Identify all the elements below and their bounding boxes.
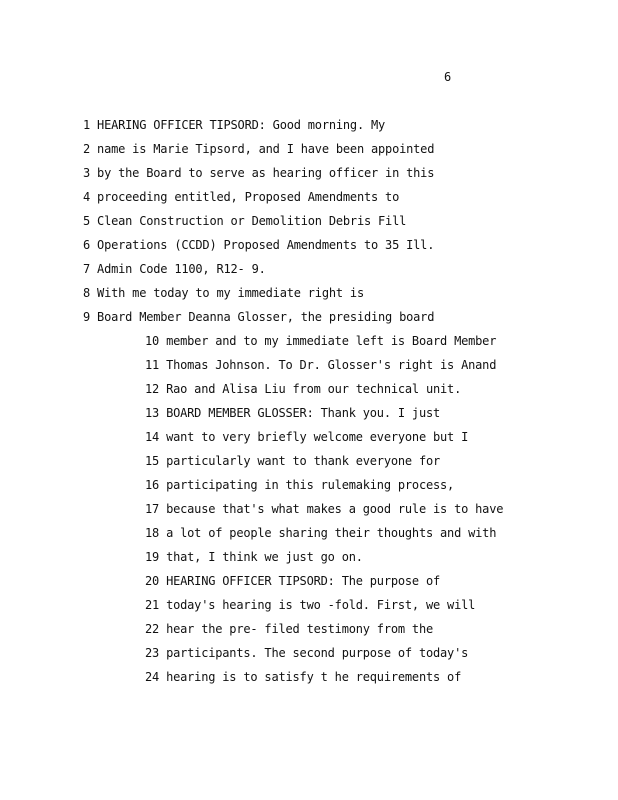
transcript-line: 21 today's hearing is two -fold. First, we will <box>145 598 476 612</box>
transcript-line: 19 that, I think we just go on. <box>145 550 363 564</box>
transcript-line: 7 Admin Code 1100, R12- 9. <box>83 262 266 276</box>
transcript-line: 8 With me today to my immediate right is <box>83 286 364 300</box>
transcript-line: 13 BOARD MEMBER GLOSSER: Thank you. I just <box>145 406 441 420</box>
page-number: 6 <box>444 70 452 84</box>
transcript-line: 16 participating in this rulemaking process, <box>145 478 455 492</box>
transcript-line: 4 proceeding entitled, Proposed Amendments to <box>83 190 400 204</box>
transcript-line: 17 because that's what makes a good rule is to have <box>145 502 504 516</box>
transcript-line: 5 Clean Construction or Demolition Debris Fill <box>83 214 407 228</box>
transcript-line: 20 HEARING OFFICER TIPSORD: The purpose of <box>145 574 441 588</box>
transcript-line: 2 name is Marie Tipsord, and I have been appointed <box>83 142 435 156</box>
transcript-line: 18 a lot of people sharing their thoughts and with <box>145 526 497 540</box>
transcript-line: 12 Rao and Alisa Liu from our technical unit. <box>145 382 462 396</box>
transcript-line: 11 Thomas Johnson. To Dr. Glosser's right is Anand <box>145 358 497 372</box>
transcript-line: 24 hearing is to satisfy t he requirements of <box>145 670 462 684</box>
transcript-line: 10 member and to my immediate left is Board Member <box>145 334 497 348</box>
transcript-line: 23 participants. The second purpose of today's <box>145 646 469 660</box>
transcript-line: 9 Board Member Deanna Glosser, the presiding board <box>83 310 435 324</box>
transcript-line: 22 hear the pre- filed testimony from the <box>145 622 434 636</box>
transcript-line: 6 Operations (CCDD) Proposed Amendments to 35 Ill. <box>83 238 435 252</box>
transcript-line: 3 by the Board to serve as hearing officer in this <box>83 166 435 180</box>
transcript-line: 15 particularly want to thank everyone for <box>145 454 441 468</box>
transcript-line: 14 want to very briefly welcome everyone but I <box>145 430 469 444</box>
transcript-line: 1 HEARING OFFICER TIPSORD: Good morning. My <box>83 118 386 132</box>
